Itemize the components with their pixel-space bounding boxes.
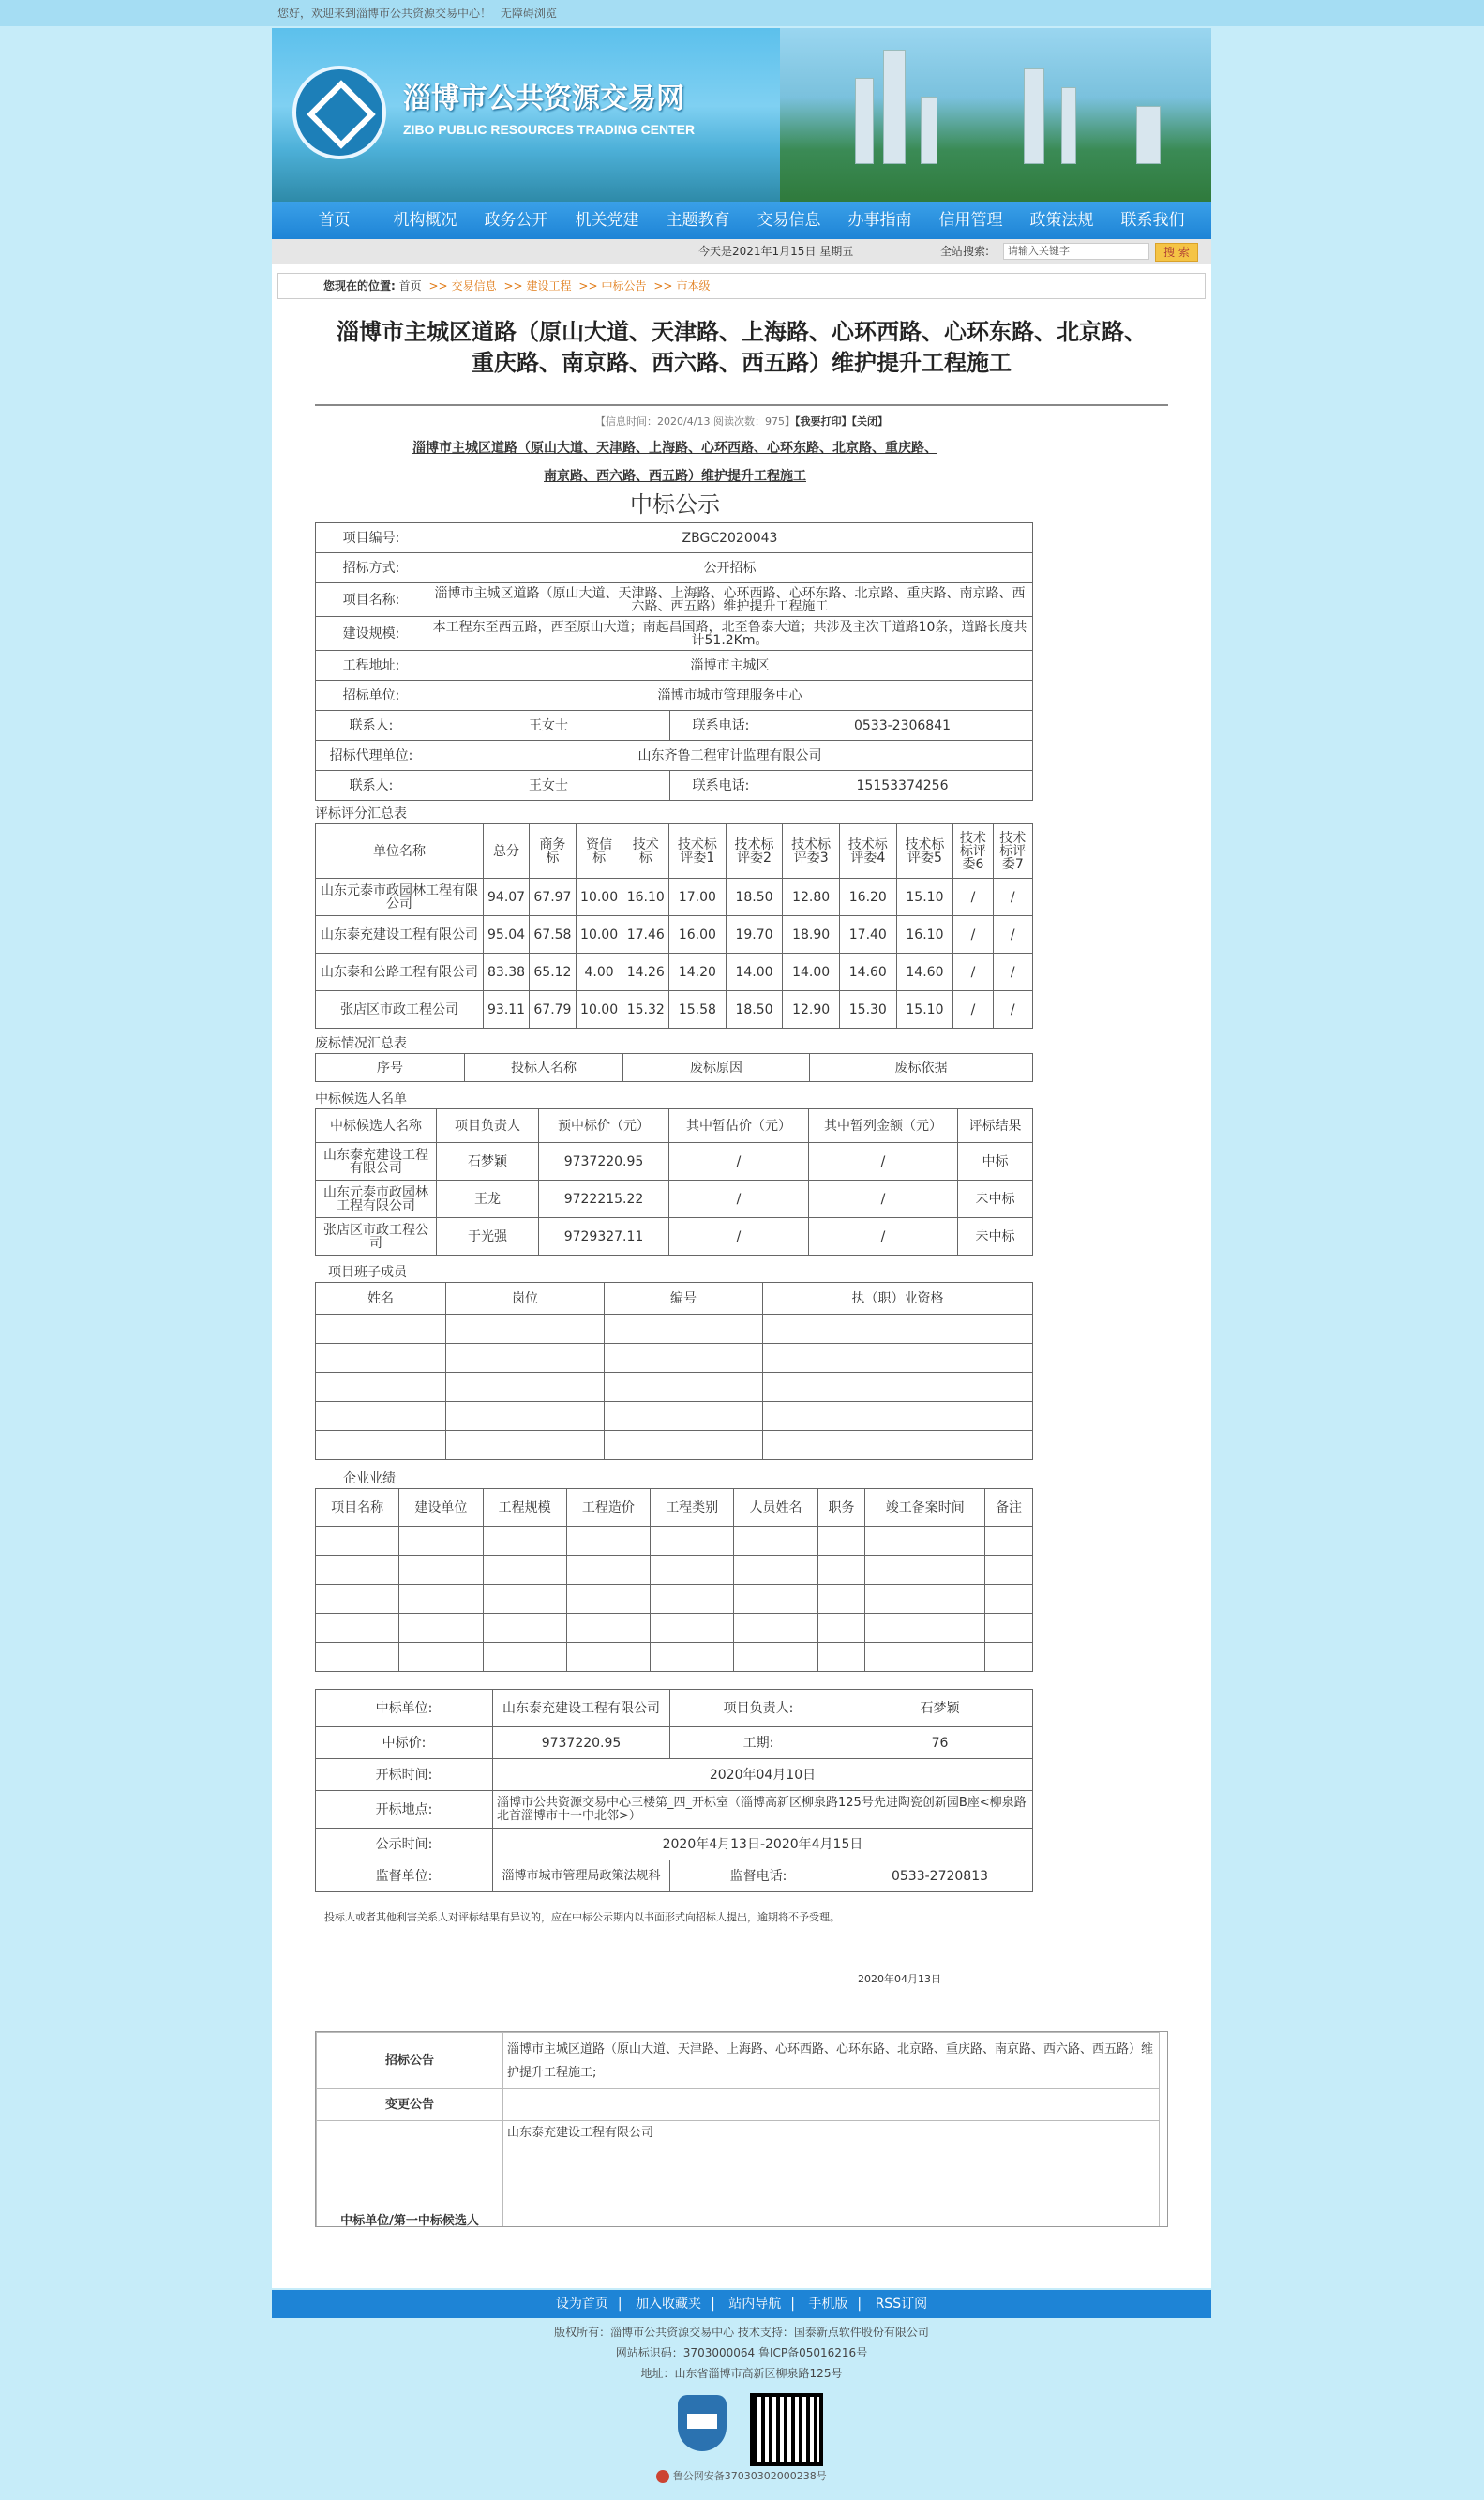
method: 公开招标 [427,553,1033,583]
th: 单位名称 [316,824,484,879]
breadcrumb-home[interactable]: 首页 [398,279,422,293]
nav-policy[interactable]: 政策法规 [1029,211,1094,230]
label: 招标代理单位: [316,741,427,771]
label: 工程地址: [316,651,427,681]
page-title: 淄博市主城区道路（原山大道、天津路、上海路、心环西路、心环东路、北京路、重庆路、南京路、西六路、西五路）维护提升工程施工 [337,318,1147,376]
agent-contact: 王女士 [427,771,670,801]
article-subhead: 淄博市主城区道路（原山大道、天津路、上海路、心环西路、心环东路、北京路、重庆路、南京路、西六路、西五路）维护提升工程施工 [412,441,937,484]
city-skyline-image [780,28,1211,202]
footer-address: 地址：山东省淄博市高新区柳泉路125号 [640,2367,843,2380]
table-row: 张店区市政工程公司 93.11 67.79 10.00 15.32 15.58 18.50 12.90 15.30 15.10 / / [316,991,1033,1029]
footer-mobile[interactable]: 手机版 [808,2297,848,2312]
label: 联系电话: [670,771,772,801]
perf-title: 企业业绩 [343,1471,396,1486]
table-row: 山东泰充建设工程有限公司 95.04 67.58 10.00 17.46 16.00 19.70 18.90 17.40 16.10 / / [316,916,1033,954]
project-no: ZBGC2020043 [427,523,1033,553]
top-welcome-bar [0,0,1484,26]
nav-credit[interactable]: 信用管理 [938,211,1003,230]
th: 技术标评委3 [783,824,840,879]
nav-guide[interactable]: 办事指南 [847,211,912,230]
th: 技术标 [622,824,669,879]
candidate-link[interactable]: 山东泰充建设工程有限公司 [503,2121,1160,2228]
footer-copyright: 版权所有：淄博市公共资源交易中心 技术支持：国泰新点软件股份有限公司 [554,2326,929,2339]
nav-gov-affairs[interactable]: 政务公开 [484,211,548,230]
gov-badge-icon[interactable] [678,2395,727,2451]
table-row: 张店区市政工程公司 于光强 9729327.11 / / 未中标 [316,1218,1033,1256]
header-banner [272,28,1211,202]
th: 技术标评委7 [993,824,1032,879]
th: 总分 [484,824,530,879]
related-notices-box [315,2031,1168,2227]
breadcrumb-award[interactable]: 中标公告 [601,279,647,293]
nav-party[interactable]: 机关党建 [575,211,639,230]
th: 技术标评委2 [726,824,783,879]
footer-site-code: 网站标识码：3703000064 鲁ICP备05016216号 [615,2346,868,2359]
police-badge-icon [656,2470,669,2483]
th: 资信标 [576,824,622,879]
footer-nav: 设为首页 | 加入收藏夹 | 站内导航 | 手机版 | RSS订阅 [272,2290,1211,2318]
site-logo-icon[interactable] [292,66,386,159]
team-title: 项目班子成员 [328,1265,407,1280]
nav-theme[interactable]: 主题教育 [666,211,730,230]
label: 项目编号: [316,523,427,553]
site-title[interactable]: 淄博市公共资源交易网 [403,83,684,115]
print-link[interactable]: 【我要打印】 [794,415,852,428]
search-button[interactable]: 搜 索 [1155,243,1198,262]
project-name: 淄博市主城区道路（原山大道、天津路、上海路、心环西路、心环东路、北京路、重庆路、南京路、西六路、西五路）维护提升工程施工 [427,583,1033,617]
waste-table: 序号 投标人名称 废标原因 废标依据 [315,1053,1033,1082]
scoring-title: 评标评分汇总表 [315,806,407,821]
label: 中标单位/第一中标候选人 [317,2121,503,2228]
police-text[interactable]: 鲁公网安备37030302000238号 [672,2470,827,2482]
th: 技术标评委5 [896,824,953,879]
nav-trading[interactable]: 交易信息 [757,211,821,230]
project-scale: 本工程东至西五路，西至原山大道；南起昌国路，北至鲁泰大道；共涉及主次干道路10条，道路长度共计51.2Km。 [427,617,1033,651]
table-row: 山东元泰市政园林工程有限公司 王龙 9722215.22 / / 未中标 [316,1181,1033,1218]
th: 技术标评委1 [669,824,727,879]
label: 变更公告 [317,2089,503,2121]
meta-time: 【信息时间：2020/4/13 阅读次数：975】 [595,415,795,428]
main-nav [272,202,1211,239]
contact-phone: 0533-2306841 [772,711,1033,741]
project-site: 淄博市主城区 [427,651,1033,681]
objection-note: 投标人或者其他利害关系人对评标结果有异议的，应在中标公示期内以书面形式向招标人提出，逾期将不予受理。 [324,1911,840,1923]
th: 技术标评委4 [839,824,896,879]
candidates-table: 中标候选人名称 项目负责人 预中标价（元） 其中暂估价（元） 其中暂列金额（元） 评标结果 山东泰充建设工程有限公司 石梦颖 9737220.95 / / 中标 山东元泰市政园林工程有限公司 王龙 9722215.22 / / 未中标 张店区市政工程公司 于光强 9729327.11 / / 未中标 [315,1108,1033,1256]
table-row: 山东泰充建设工程有限公司 石梦颖 9737220.95 / / 中标 [316,1143,1033,1181]
breadcrumb-city[interactable]: 市本级 [676,279,711,293]
site-subtitle: ZIBO PUBLIC RESOURCES TRADING CENTER [403,122,696,137]
scoring-table [315,823,1033,1029]
agent: 山东齐鲁工程审计监理有限公司 [427,741,1033,771]
title-divider [315,404,1168,406]
table-row: 山东元泰市政园林工程有限公司 94.07 67.97 10.00 16.10 17.00 18.50 12.80 16.20 15.10 / / [316,879,1033,916]
breadcrumb-construction[interactable]: 建设工程 [526,279,572,293]
table-row: 山东泰和公路工程有限公司 83.38 65.12 4.00 14.26 14.20 14.00 14.00 14.60 14.60 / / [316,954,1033,991]
waste-title: 废标情况汇总表 [315,1036,407,1051]
footer-sitemap[interactable]: 站内导航 [728,2297,782,2312]
police-record[interactable] [272,2468,1211,2483]
close-link[interactable]: 【关闭】 [851,415,888,428]
page-container [272,28,1211,2288]
label: 联系电话: [670,711,772,741]
current-date: 今天是2021年1月15日 星期五 [698,245,854,258]
article-meta [272,414,1211,429]
tender-link[interactable]: 淄博市主城区道路（原山大道、天津路、上海路、心环西路、心环东路、北京路、重庆路、南京路、西六路、西五路）维护提升工程施工; [503,2033,1160,2089]
label: 招标方式: [316,553,427,583]
th: 技术标评委6 [953,824,993,879]
search-label: 全站搜索: [940,245,990,258]
footer-rss[interactable]: RSS订阅 [875,2297,928,2312]
article-content [315,434,1035,1986]
performance-table: 项目名称 建设单位 工程规模 工程造价 工程类别 人员姓名 职务 竣工备案时间 备注 [315,1488,1033,1672]
footer-sethome[interactable]: 设为首页 [555,2297,608,2312]
breadcrumb: 您现在的位置: 首页 >> 交易信息 >> 建设工程 >> 中标公告 >> 市本级 [277,273,1206,299]
sign-date: 2020年04月13日 [858,1973,941,1985]
table-header-row [316,824,1033,879]
label: 招标单位: [316,681,427,711]
label: 项目名称: [316,583,427,617]
tender-owner: 淄博市城市管理服务中心 [427,681,1033,711]
label: 招标公告 [317,2033,503,2089]
breadcrumb-trading[interactable]: 交易信息 [451,279,497,293]
breadcrumb-label: 您现在的位置: [323,279,396,293]
footer [272,2290,1211,2482]
project-info-table [315,522,1033,801]
change-link[interactable] [503,2089,1160,2121]
team-table: 姓名 岗位 编号 执（职）业资格 [315,1282,1033,1460]
agent-phone: 15153374256 [772,771,1033,801]
nav-contact[interactable]: 联系我们 [1120,211,1185,230]
label: 联系人: [316,771,427,801]
qr-code-icon [750,2393,823,2466]
article-heading: 中标公示 [630,491,720,518]
info-bar [272,239,1211,264]
nav-home[interactable]: 首页 [318,211,351,230]
related-table [316,2032,1160,2227]
label: 联系人: [316,711,427,741]
th: 商务标 [530,824,577,879]
result-table: 中标单位: 山东泰充建设工程有限公司 项目负责人: 石梦颖 中标价: 9737220.95 工期: 76 开标时间: 2020年04月10日 开标地点: 淄博市公共资源交易中心三楼第_四_开标室（淄博高新区柳泉路125号先进陶瓷创新园B座<柳泉路北首淄博市十一中北邻>） 公示时间: 2020年4月13日-2020年4月15日 监督单位: 淄博市城市管理局政策法规科 监督电话: 0533-2720813 [315,1689,1033,1892]
nav-about[interactable]: 机构概况 [393,211,457,230]
footer-favorite[interactable]: 加入收藏夹 [636,2297,702,2312]
contact: 王女士 [427,711,670,741]
candidates-title: 中标候选人名单 [315,1092,407,1107]
label: 建设规模: [316,617,427,651]
search-input[interactable]: 请输入关键字 [1003,243,1149,260]
accessible-link[interactable]: 无障碍浏览 [500,7,557,20]
welcome-text: 您好，欢迎来到淄博市公共资源交易中心！ [277,7,492,20]
